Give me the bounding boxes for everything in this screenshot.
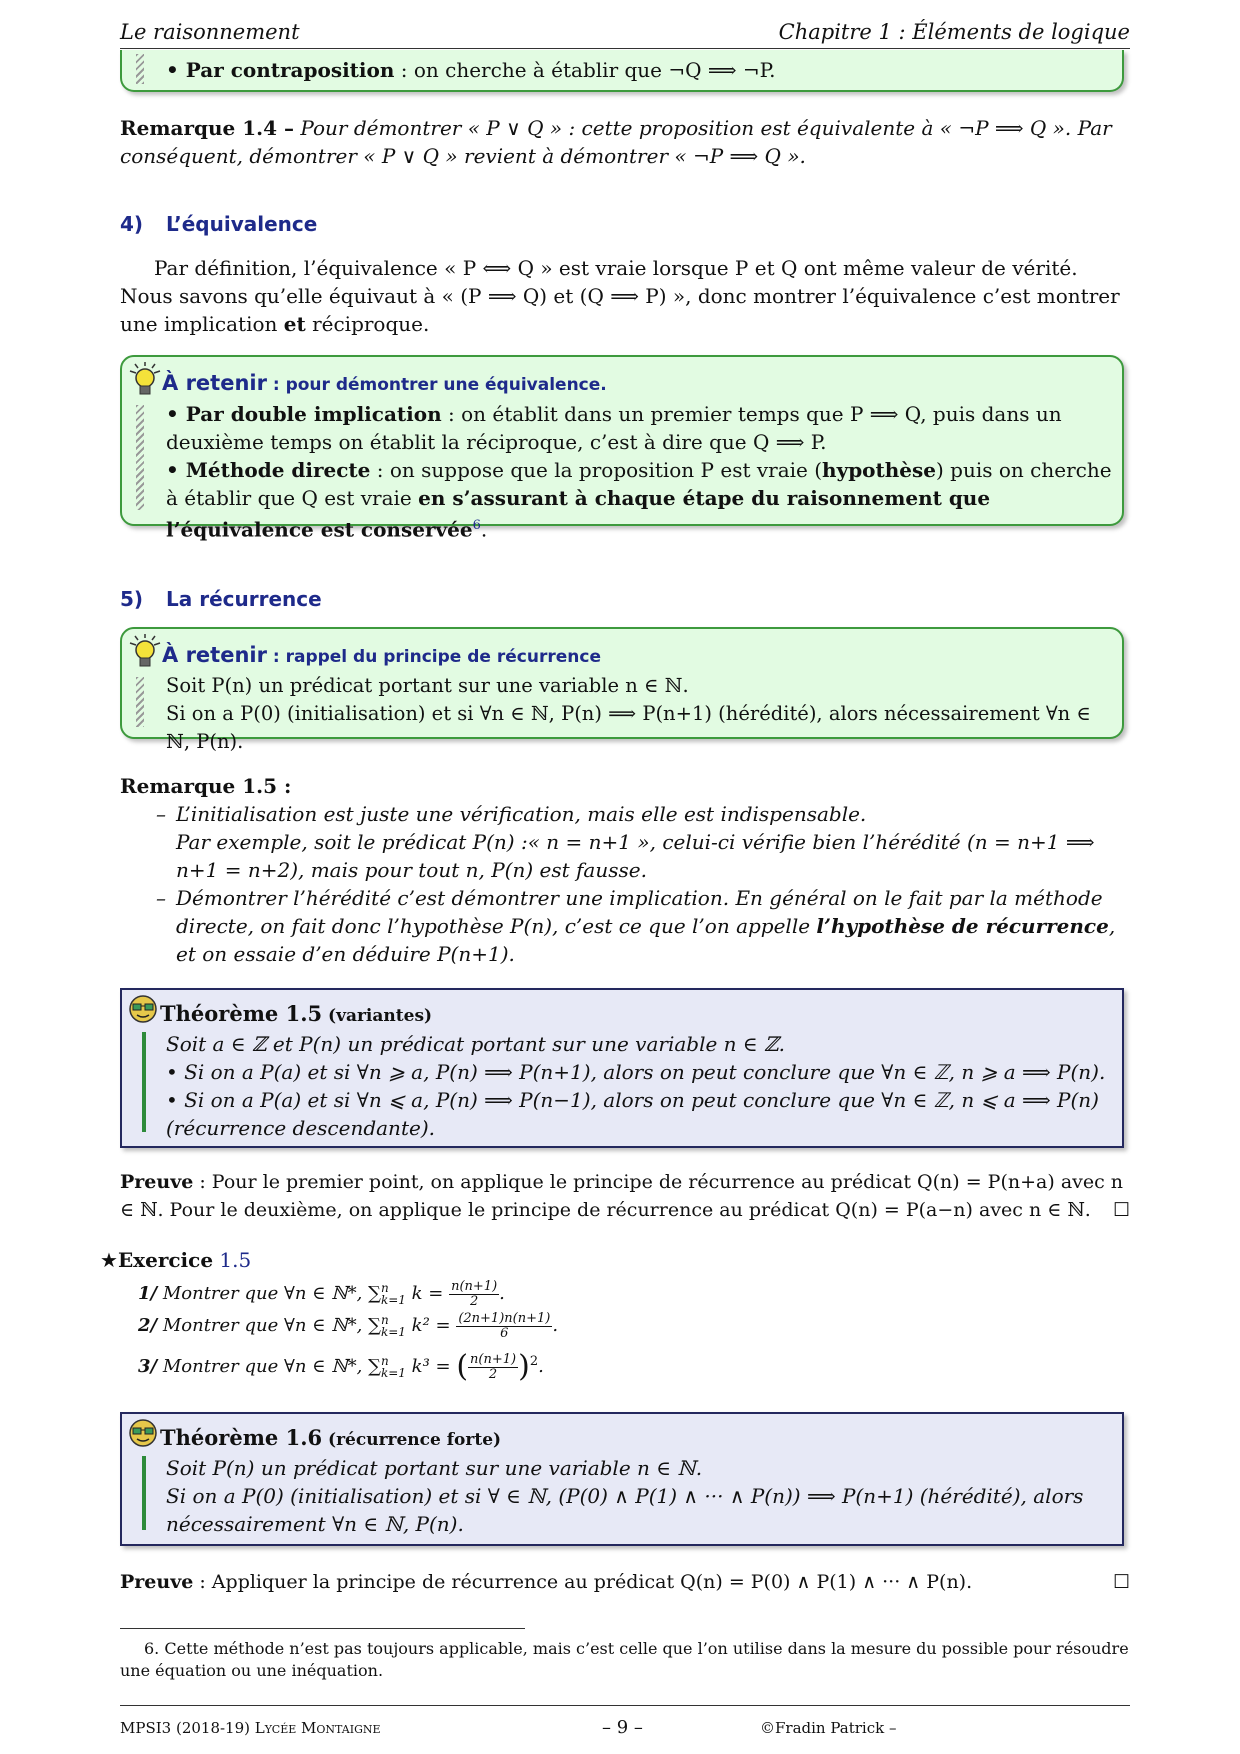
item-2-label: • Méthode directe xyxy=(166,458,371,482)
squiggle-decoration xyxy=(136,405,144,510)
theorem-1-6-subtitle: (récurrence forte) xyxy=(322,1430,502,1450)
proof-1-label: Preuve xyxy=(120,1171,194,1193)
q1-dot: . xyxy=(499,1283,505,1304)
retenir-1-title: À retenir xyxy=(162,371,267,395)
section-5-heading xyxy=(120,585,322,613)
proof-1-text: : Pour le premier point, on applique le principe de récurrence au prédicat Q(n) = P(n+a) avec n ∈ ℕ. Pour le deuxième, on applique le principe de récurrence au prédicat Q(n) = P(a−n) avec n ∈ ℕ. xyxy=(120,1171,1124,1221)
exercise-question-2 xyxy=(138,1310,558,1342)
remark-1-5-item-1-example: Par exemple, soit le prédicat P(n) :« n = n+1 », celui-ci vérifie bien l’hérédité (n = n+1 ⟹ n+1 = n+2), mais pour tout n, P(n) est fausse. xyxy=(176,830,1095,882)
item-2-bold: en s’assurant à chaque étape du raisonnement que l’équivalence est conservée xyxy=(166,486,991,542)
exercise-number: 1.5 xyxy=(219,1248,252,1272)
theorem-1-5-subtitle: (variantes) xyxy=(322,1006,433,1026)
footnote-text: Cette méthode n’est pas toujours applicable, mais c’est celle que l’on utilise dans la mesure du possible pour résoudre une équation ou une inéquation. xyxy=(120,1639,1129,1680)
section-4-number: 4) xyxy=(120,212,144,236)
q2-number: 2/ xyxy=(138,1315,158,1336)
q1-sum-upper: n xyxy=(380,1281,389,1295)
footer-right: ©Fradin Patrick – xyxy=(760,1719,897,1737)
proof-1 xyxy=(120,1168,1130,1224)
section-4-title: L’équivalence xyxy=(166,212,318,236)
q1-number: 1/ xyxy=(138,1283,158,1304)
equivalence-paragraph xyxy=(120,254,1130,338)
item-2-text-1: : on suppose que la proposition P est vraie ( xyxy=(370,458,823,482)
retenir-1-body xyxy=(166,400,1116,544)
remark-1-4 xyxy=(120,114,1130,170)
exercise-label: Exercice xyxy=(117,1248,214,1272)
hypothese-de-recurrence: l’hypothèse de récurrence xyxy=(816,914,1109,938)
footnote-number: 6. xyxy=(144,1639,160,1658)
q2-sum-lower: k=1 xyxy=(380,1325,406,1339)
item-1-label: • Par double implication xyxy=(166,402,442,426)
retenir-1-item-1 xyxy=(166,400,1116,456)
proof-2-label: Preuve xyxy=(120,1571,194,1593)
contraposition-line xyxy=(166,56,775,84)
footnote-6 xyxy=(120,1638,1130,1682)
retenir-2-title: À retenir xyxy=(162,643,267,667)
qed-square: ☐ xyxy=(1112,1571,1130,1593)
theorem-bar xyxy=(142,1032,146,1132)
theorem-1-5-body xyxy=(166,1030,1114,1142)
contraposition-text: : on cherche à établir que ¬Q ⟹ ¬P. xyxy=(394,58,776,82)
retenir-1-item-2 xyxy=(166,456,1116,544)
equiv-text-2: réciproque. xyxy=(305,312,430,336)
header-left: Le raisonnement xyxy=(120,20,300,44)
theorem-1-6-title: Théorème 1.6 xyxy=(160,1425,323,1450)
q2-dot: . xyxy=(552,1315,559,1336)
proof-2 xyxy=(120,1568,1130,1596)
theorem-1-6-line-2: Si on a P(0) (initialisation) et si ∀ ∈ ℕ, (P(0) ∧ P(1) ∧ ··· ∧ P(n)) ⟹ P(n+1) (hérédité), alors nécessairement ∀n ∈ ℕ, P(n). xyxy=(166,1484,1084,1536)
theorem-1-5-line-2: • Si on a P(a) et si ∀n ⩾ a, P(n) ⟹ P(n+1), alors on peut conclure que ∀n ∈ ℤ, n ⩾ a ⟹ P(n). xyxy=(166,1060,1106,1084)
item-2-text-2: ) puis on cherche à établir que Q est vraie xyxy=(166,458,1112,510)
theorem-1-5-title-line xyxy=(160,1000,432,1030)
q2-frac-num: (2n+1)n(n+1) xyxy=(458,1310,551,1326)
remark-1-4-text: Pour démontrer « P ∨ Q » : cette proposition est équivalente à « ¬P ⟹ Q ». Par conséquent, démontrer « P ∨ Q » revient à démontrer « ¬P ⟹ Q ». xyxy=(120,116,1112,168)
lightbulb-icon xyxy=(128,361,162,397)
remark-1-5-item-2-text-a: Démontrer l’hérédité c’est démontrer une implication. En général on le fait par la méthode directe, on fait donc l’hypothèse P(n), c’est ce que l’on appelle xyxy=(176,886,1103,938)
q1-sum-lower: k=1 xyxy=(380,1293,406,1307)
remark-1-5-item-2: – Démontrer l’hérédité c’est démontrer une implication. En général on le fait par la méthode directe, on fait donc l’hypothèse P(n), c’est ce que l’on appelle l’hypothèse de récurrence, et on essaie d’en déduire P(n+1). xyxy=(156,886,1116,966)
smiley-glasses-icon xyxy=(128,1418,158,1448)
section-4-heading xyxy=(120,210,317,238)
exercise-1-5-heading xyxy=(100,1246,251,1274)
footer-left: MPSI3 (2018-19) xyxy=(120,1719,255,1737)
q2-sum-upper: n xyxy=(380,1313,389,1327)
squiggle-decoration xyxy=(136,677,144,727)
section-5-number: 5) xyxy=(120,587,144,611)
theorem-1-5-line-1: Soit a ∈ ℤ et P(n) un prédicat portant sur une variable n ∈ ℤ. xyxy=(166,1032,786,1056)
retenir-2-line-1: Soit P(n) un prédicat portant sur une variable n ∈ ℕ. xyxy=(166,674,689,697)
q2-frac-den: 6 xyxy=(500,1325,509,1341)
theorem-1-6-box xyxy=(120,1412,1124,1546)
remark-1-5-item-1: – L’initialisation est juste une vérification, mais elle est indispensable. Par exemple, soit le prédicat P(n) :« n = n+1 », celui-ci vérifie bien l’hérédité (n = n+1 ⟹ n+1 = n+2), mais pour tout n, P(n) est fausse. xyxy=(120,800,1130,884)
q2-text: Montrer que ∀n ∈ ℕ*, ∑ xyxy=(157,1315,381,1336)
retenir-2-line-2: Si on a P(0) (initialisation) et si ∀n ∈ ℕ, P(n) ⟹ P(n+1) (hérédité), alors nécessairement ∀n ∈ ℕ, P(n). xyxy=(166,702,1091,753)
contraposition-label: • Par contraposition xyxy=(166,58,395,82)
retenir-1-title-line xyxy=(162,369,607,399)
retenir-2-title-line xyxy=(162,641,601,671)
item-2-end: . xyxy=(480,517,488,542)
page-header xyxy=(120,18,1130,49)
q1-frac-num: n(n+1) xyxy=(451,1278,498,1294)
exercise-question-1 xyxy=(138,1278,558,1310)
footnote-ref-6[interactable]: 6 xyxy=(472,518,481,533)
retenir-1-subtitle: : pour démontrer une équivalence. xyxy=(266,375,607,395)
theorem-1-5-line-3: • Si on a P(a) et si ∀n ⩽ a, P(n) ⟹ P(n−1), alors on peut conclure que ∀n ∈ ℤ, n ⩽ a ⟹ P(n) (récurrence descendante). xyxy=(166,1088,1099,1140)
remark-1-5-item-1-text: L’initialisation est juste une vérification, mais elle est indispensable. xyxy=(176,802,867,826)
equiv-bold: et xyxy=(283,312,306,336)
proof-2-text: : Appliquer la principe de récurrence au prédicat Q(n) = P(0) ∧ P(1) ∧ ··· ∧ P(n). xyxy=(193,1571,973,1593)
lightbulb-icon xyxy=(128,633,162,669)
retenir-box-equivalence xyxy=(120,355,1124,542)
page-footer xyxy=(120,1705,1130,1742)
q3-frac-num: n(n+1) xyxy=(470,1351,517,1367)
smiley-glasses-icon xyxy=(128,994,158,1024)
equiv-text-1: Par définition, l’équivalence « P ⟺ Q » est vraie lorsque P et Q ont même valeur de vérité. Nous savons qu’elle équivaut à « (P ⟹ Q) et (Q ⟹ P) », donc montrer l’équivalence c’est montrer une implication xyxy=(120,256,1120,336)
theorem-1-5-title: Théorème 1.5 xyxy=(160,1001,323,1026)
retenir-2-body xyxy=(166,672,1118,756)
squiggle-decoration xyxy=(136,54,144,84)
q3-sum-lower: k=1 xyxy=(380,1366,406,1380)
footnote-rule xyxy=(120,1628,525,1629)
theorem-1-6-body xyxy=(166,1454,1114,1538)
q3-number: 3/ xyxy=(138,1356,158,1377)
q3-frac-den: 2 xyxy=(488,1366,498,1382)
q1-frac-den: 2 xyxy=(469,1293,479,1309)
item-2-hypothese: hypothèse xyxy=(822,458,937,482)
q2-after: k² = xyxy=(405,1315,457,1336)
qed-square: ☐ xyxy=(1112,1199,1130,1221)
remark-1-4-label: Remarque 1.4 – xyxy=(120,116,294,140)
q3-after: k³ = xyxy=(405,1356,457,1377)
theorem-1-6-title-line xyxy=(160,1424,501,1454)
header-right: Chapitre 1 : Éléments de logique xyxy=(778,20,1130,44)
remark-1-5-item-2-text-b: , et on essaie d’en déduire P(n+1). xyxy=(176,914,1116,966)
star-icon: ★ xyxy=(100,1248,118,1272)
retenir-box-recurrence xyxy=(120,627,1124,753)
q1-text: Montrer que ∀n ∈ ℕ*, ∑ xyxy=(157,1283,381,1304)
exercise-question-3: 3/ Montrer que ∀n ∈ ℕ*, ∑ n k=1 k³ = ( $\frac{n(n+1)}{2}$ )$^2$. xyxy=(138,1349,544,1384)
contraposition-box xyxy=(120,50,1124,92)
remark-1-5 xyxy=(120,772,1130,968)
exercise-1-5-questions xyxy=(138,1278,558,1383)
q3-dot: . xyxy=(538,1356,544,1377)
page-number: – 9 – xyxy=(602,1717,643,1738)
q1-after: k = xyxy=(405,1283,450,1304)
q3-sum-upper: n xyxy=(380,1354,389,1368)
section-5-title: La récurrence xyxy=(166,587,322,611)
retenir-2-subtitle: : rappel du principe de récurrence xyxy=(266,647,601,667)
item-1-text: : on établit dans un premier temps que P ⟹ Q, puis dans un deuxième temps on établit la réciproque, c’est à dire que Q ⟹ P. xyxy=(166,402,1062,454)
remark-1-5-label: Remarque 1.5 : xyxy=(120,774,292,798)
footer-school: Lycée Montaigne xyxy=(254,1719,381,1737)
theorem-1-5-box xyxy=(120,988,1124,1148)
theorem-1-6-line-1: Soit P(n) un prédicat portant sur une variable n ∈ ℕ. xyxy=(166,1456,703,1480)
q3-text: Montrer que ∀n ∈ ℕ*, ∑ xyxy=(157,1356,381,1377)
theorem-bar xyxy=(142,1456,146,1530)
